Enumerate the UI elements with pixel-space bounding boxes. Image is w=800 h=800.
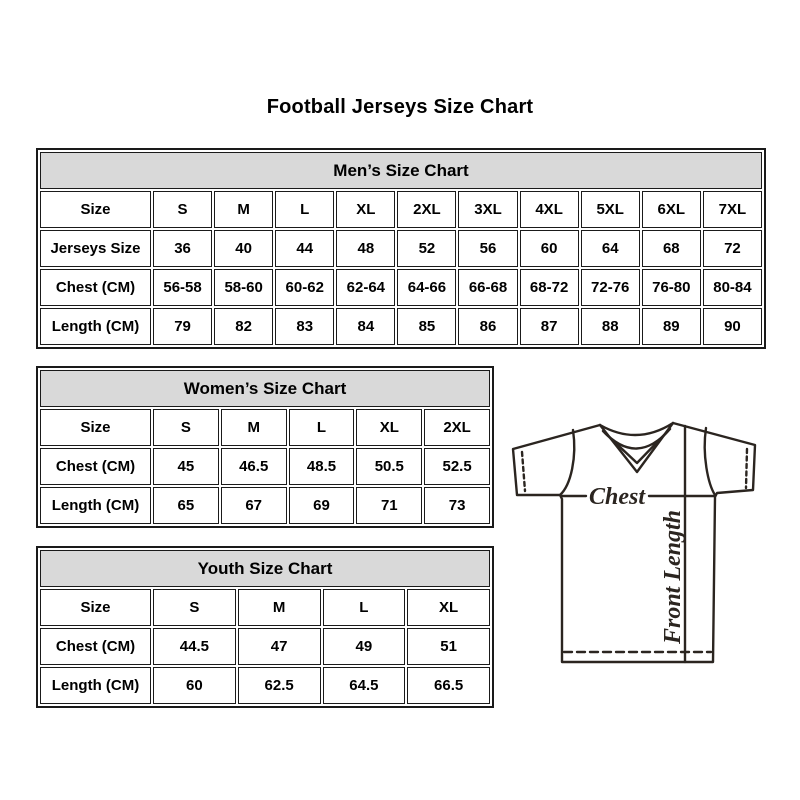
mens-cell-M: 82 [214,308,273,345]
mens-size-col-L: L [275,191,334,228]
womens-cell-M: 67 [221,487,287,524]
youth-size-chart-table [36,546,494,708]
mens-size-col-6XL: 6XL [642,191,701,228]
youth-cell-S: 60 [153,667,236,704]
mens-cell-7XL: 90 [703,308,762,345]
jersey-measurement-diagram [500,405,772,675]
youth-size-table [36,546,494,708]
youth-size-col-XL: XL [407,589,490,626]
womens-size-col-L: L [289,409,355,446]
mens-size-col-4XL: 4XL [520,191,579,228]
chest-label: Chest [588,484,646,510]
mens-cell-3XL: 56 [458,230,517,267]
youth-cell-M: 47 [238,628,321,665]
womens-size-col-M: M [221,409,287,446]
mens-cell-2XL: 52 [397,230,456,267]
mens-cell-2XL: 64-66 [397,269,456,306]
womens-size-chart-table [36,366,494,528]
mens-cell-6XL: 68 [642,230,701,267]
womens-cell-2XL: 73 [424,487,490,524]
mens-size-col-3XL: 3XL [458,191,517,228]
mens-size-chart-table [36,148,766,349]
womens-cell-XL: 50.5 [356,448,422,485]
mens-cell-XL: 48 [336,230,395,267]
mens-cell-4XL: 60 [520,230,579,267]
womens-row-label: Chest (CM) [40,448,151,485]
collar-back-arc-outer [600,423,673,435]
front-length-label: Front Length [660,509,686,645]
page-title: Football Jerseys Size Chart [266,96,534,118]
youth-cell-XL: 66.5 [407,667,490,704]
womens-cell-S: 45 [153,448,219,485]
mens-size-table [36,148,766,349]
mens-table-title: Men’s Size Chart [40,152,762,189]
womens-size-col-XL: XL [356,409,422,446]
womens-cell-2XL: 52.5 [424,448,490,485]
womens-size-table [36,366,494,528]
mens-size-col-S: S [153,191,212,228]
mens-cell-L: 60-62 [275,269,334,306]
mens-size-col-M: M [214,191,273,228]
mens-cell-5XL: 72-76 [581,269,640,306]
mens-size-col-7XL: 7XL [703,191,762,228]
mens-row-label-size: Size [40,191,151,228]
mens-cell-2XL: 85 [397,308,456,345]
youth-row-label: Chest (CM) [40,628,151,665]
mens-row-label: Jerseys Size [40,230,151,267]
mens-size-col-XL: XL [336,191,395,228]
jersey-outline-drawing [500,405,772,675]
womens-cell-XL: 71 [356,487,422,524]
mens-cell-3XL: 86 [458,308,517,345]
youth-size-col-L: L [323,589,406,626]
youth-row-label: Length (CM) [40,667,151,704]
mens-cell-4XL: 68-72 [520,269,579,306]
youth-table-title: Youth Size Chart [40,550,490,587]
mens-size-col-5XL: 5XL [581,191,640,228]
mens-cell-7XL: 72 [703,230,762,267]
mens-cell-M: 58-60 [214,269,273,306]
mens-cell-S: 36 [153,230,212,267]
womens-size-col-2XL: 2XL [424,409,490,446]
mens-cell-6XL: 89 [642,308,701,345]
youth-cell-L: 64.5 [323,667,406,704]
mens-row-label: Chest (CM) [40,269,151,306]
womens-cell-L: 69 [289,487,355,524]
left-armhole-seam [560,430,574,495]
womens-cell-L: 48.5 [289,448,355,485]
left-cuff-stitch-line [522,452,525,491]
mens-cell-5XL: 88 [581,308,640,345]
womens-table-title: Women’s Size Chart [40,370,490,407]
youth-row-label-size: Size [40,589,151,626]
mens-cell-L: 44 [275,230,334,267]
mens-cell-3XL: 66-68 [458,269,517,306]
mens-cell-S: 79 [153,308,212,345]
mens-cell-5XL: 64 [581,230,640,267]
youth-cell-M: 62.5 [238,667,321,704]
mens-cell-L: 83 [275,308,334,345]
mens-cell-XL: 62-64 [336,269,395,306]
mens-cell-S: 56-58 [153,269,212,306]
womens-size-col-S: S [153,409,219,446]
mens-cell-4XL: 87 [520,308,579,345]
right-armhole-seam [705,428,715,495]
mens-cell-M: 40 [214,230,273,267]
youth-cell-XL: 51 [407,628,490,665]
womens-row-label: Length (CM) [40,487,151,524]
mens-row-label: Length (CM) [40,308,151,345]
youth-cell-L: 49 [323,628,406,665]
youth-cell-S: 44.5 [153,628,236,665]
mens-size-col-2XL: 2XL [397,191,456,228]
mens-cell-6XL: 76-80 [642,269,701,306]
right-cuff-stitch-line [746,449,747,488]
womens-cell-M: 46.5 [221,448,287,485]
womens-row-label-size: Size [40,409,151,446]
youth-size-col-M: M [238,589,321,626]
youth-size-col-S: S [153,589,236,626]
womens-cell-S: 65 [153,487,219,524]
mens-cell-7XL: 80-84 [703,269,762,306]
mens-cell-XL: 84 [336,308,395,345]
